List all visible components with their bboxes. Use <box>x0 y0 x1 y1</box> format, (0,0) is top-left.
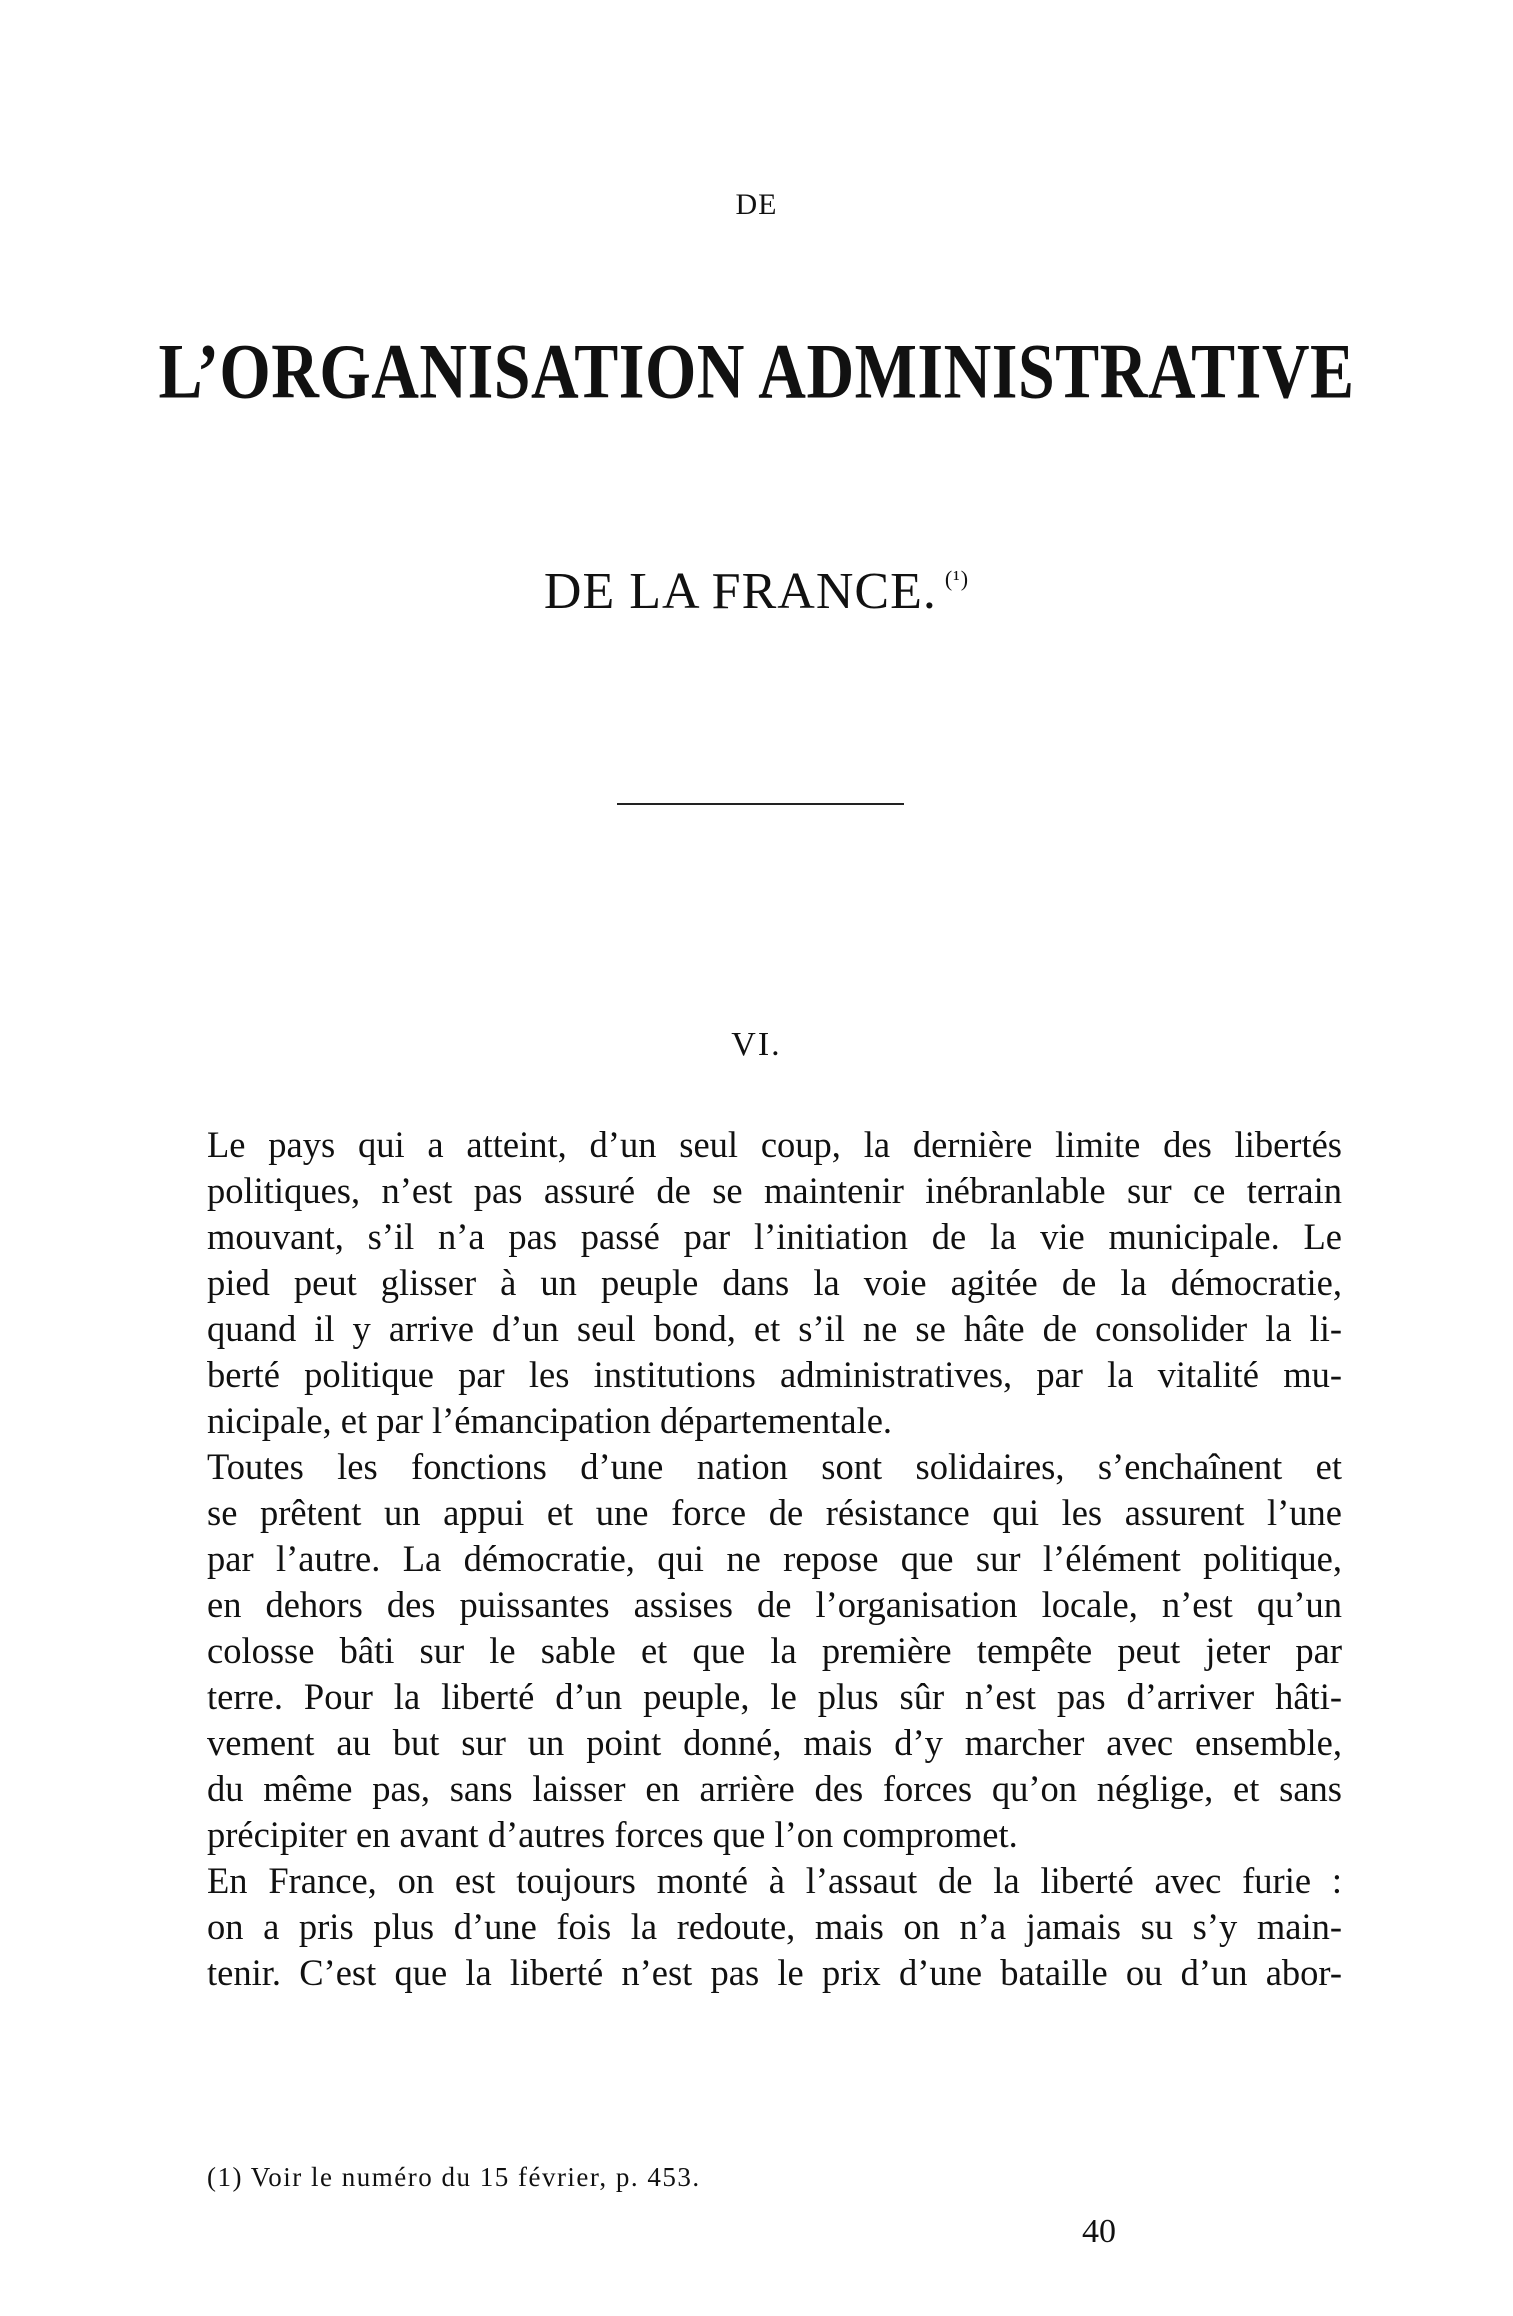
body-line: terre. Pour la liberté d’un peuple, le plus sûr n’est pas d’arriver hâti- <box>207 1676 1342 1717</box>
body-line: précipiter en avant d’autres forces que l’on compromet. <box>207 1814 1018 1855</box>
body-line: mouvant, s’il n’a pas passé par l’initiation de la vie municipale. Le <box>207 1216 1342 1257</box>
title-kicker: DE <box>735 188 778 221</box>
body-line: on a pris plus d’une fois la redoute, mais on n’a jamais su s’y main- <box>207 1906 1342 1947</box>
body-line: politiques, n’est pas assuré de se maintenir inébranlable sur ce terrain <box>207 1170 1342 1211</box>
body-line: se prêtent un appui et une force de résistance qui les assurent l’une <box>207 1492 1342 1533</box>
body-line: En France, on est toujours monté à l’assaut de la liberté avec furie : <box>207 1860 1342 1901</box>
footnote-marker: (¹) <box>944 566 970 591</box>
body-text <box>207 1122 1342 1996</box>
body-line: vement au but sur un point donné, mais d’y marcher avec ensemble, <box>207 1722 1342 1763</box>
section-number: VI. <box>731 1026 782 1063</box>
body-line: berté politique par les institutions administratives, par la vitalité mu- <box>207 1354 1342 1395</box>
body-line: colosse bâti sur le sable et que la première tempête peut jeter par <box>207 1630 1342 1671</box>
body-line: nicipale, et par l’émancipation départementale. <box>207 1400 893 1441</box>
body-line: Le pays qui a atteint, d’un seul coup, la dernière limite des libertés <box>207 1124 1342 1165</box>
body-line: en dehors des puissantes assises de l’organisation locale, n’est qu’un <box>207 1584 1342 1625</box>
body-line: tenir. C’est que la liberté n’est pas le prix d’une bataille ou d’un abor- <box>207 1952 1342 1993</box>
body-line: du même pas, sans laisser en arrière des forces qu’on néglige, et sans <box>207 1768 1342 1809</box>
body-line: par l’autre. La démocratie, qui ne repose que sur l’élément politique, <box>207 1538 1342 1579</box>
subtitle-text: DE LA FRANCE. <box>543 563 937 620</box>
page-number: 40 <box>1082 2213 1116 2250</box>
footnote: (1) Voir le numéro du 15 février, p. 453. <box>207 2162 701 2192</box>
body-line: pied peut glisser à un peuple dans la voie agitée de la démocratie, <box>207 1262 1342 1303</box>
body-line: Toutes les fonctions d’une nation sont solidaires, s’enchaînent et <box>207 1446 1342 1487</box>
title-divider <box>617 803 904 805</box>
body-line: quand il y arrive d’un seul bond, et s’il ne se hâte de consolider la li- <box>207 1308 1342 1349</box>
page-title: L’ORGANISATION ADMINISTRATIVE <box>158 329 1355 416</box>
page-subtitle <box>0 562 1513 621</box>
